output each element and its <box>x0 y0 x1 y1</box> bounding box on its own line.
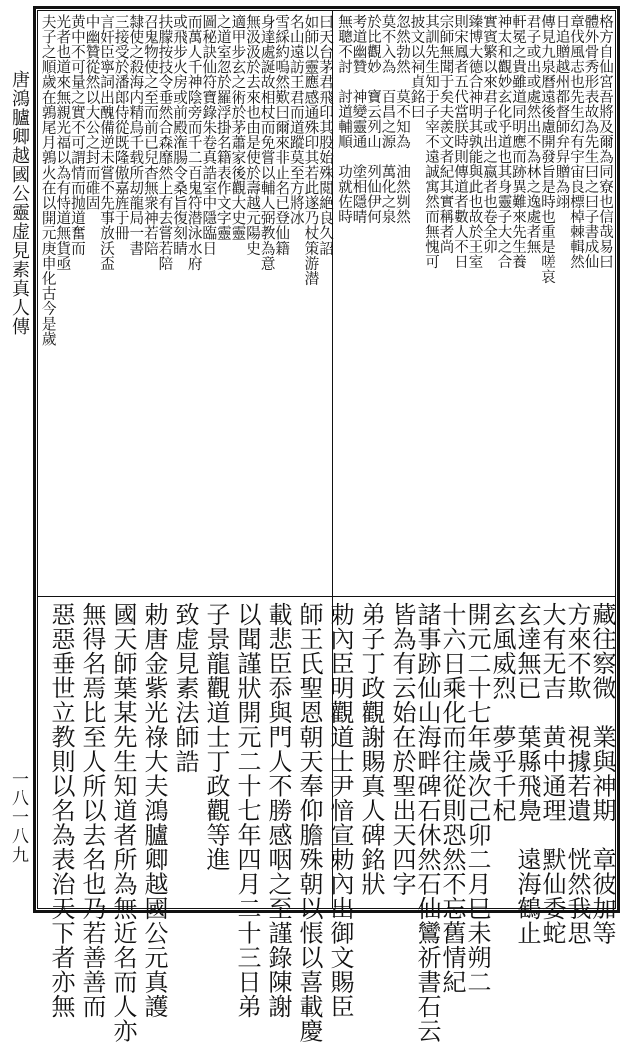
text-column: 披文以祠貞銘曰 <box>408 14 425 119</box>
text-column: 軒冕之貴雖道同明應而跡異難來先生養 <box>510 14 526 269</box>
text-column: 適甲步玄之術於茅蕭家後觀大史靈 <box>229 14 247 241</box>
text-column: 於比觀妙 寶云列山 列仙伊何 <box>365 14 381 224</box>
upper-left-text-block <box>336 14 612 592</box>
text-column: 方來不欺 視據若遺 恍然我思 <box>563 602 591 945</box>
text-column: 子景龍觀道士丁政觀等進 <box>202 602 230 872</box>
text-column: 隸使之殺海内精鳥千载所刧龍局一書 <box>127 14 145 256</box>
text-column: 傳見九泉曆遠後慮開發旨是時也重是嗟哀 <box>539 14 555 284</box>
horizontal-divider <box>37 596 616 597</box>
text-column: 君子或出或處然出不為林之逸處者無 <box>524 14 541 254</box>
text-column: 無得名焉比至人所以去名也乃若善善而 <box>78 602 106 1019</box>
text-column: 惡惡垂世立教則以名為表治天下者亦無 <box>47 602 75 1019</box>
text-column: 忽然勃然 莫不知為 油然刿然 <box>394 14 410 224</box>
text-column: 大有无吉 黄中通理 默仙委蛇 <box>538 602 566 945</box>
text-column: 曰天台茅君飛印其股始殊閲絶良久詔 <box>317 14 334 256</box>
lower-right-text-block <box>388 602 616 1043</box>
margin-page-number: 一八一八九 <box>8 770 28 865</box>
text-column: 十六日乘化而往從則恐然不忘舊情紀 <box>438 602 466 994</box>
text-column: 格方自仙宮吾將及爾為同寮也信哉易曰 <box>597 14 613 269</box>
upper-right-text-block <box>40 14 332 592</box>
text-column: 勅內臣明觀道士尹愔宣勅內出御文賜臣 <box>326 602 354 1019</box>
text-column: 則宋鳳者五代當朕時則傳道者數人不日 <box>452 14 468 269</box>
text-column: 如師以靈應感通殊印其若此遂乃杖策游潜 <box>302 14 320 286</box>
text-column: 光者也道來無親光福以為有恃道無貨亟 <box>54 14 72 271</box>
text-column: 開元二十七年歲次己卯二月巳未朔二 <box>463 602 491 994</box>
text-column: 黄中不可量之實不可謂情而抛道奮而 <box>68 14 86 256</box>
text-column: 藏往察微 業與神期 章彼加等 <box>588 602 616 945</box>
text-column: 其訓先生知于子宰不遠誠寓然而無愧可 <box>423 14 439 269</box>
text-column: 國天師葉某先生知道者所為無近名而人亦 <box>109 602 137 1043</box>
text-column: 玄風威烈 夢乎千杞 <box>488 602 516 823</box>
text-column: 以聞謹狀開元二十七年四月二十三日弟 <box>233 602 261 1019</box>
text-column: 考道幽贊 神變靈通 塗相隱晴 <box>350 14 367 224</box>
text-column: 宗師無聞于矣夫羨文者紀其實稱者尚 <box>437 14 454 254</box>
text-column: 三接受於潘郎侍從既隆傲嘉旌于冊 <box>112 14 130 241</box>
text-column: 載悲臣忝與門人不勝感咽之至謹錄陳謝 <box>264 602 292 1019</box>
text-column: 諸事跡仙山海畔碑石休然石仙鸞祈書石云 <box>413 602 441 1043</box>
text-column: 扶朦按技令垂然合森靡然上有去嘗若陪 <box>156 14 174 271</box>
text-column: 夫子之順歲在鶉尾月鶉火在以開元庚申化古今是歲 <box>39 14 57 347</box>
text-column: 中幽贊從然以大公之封而碓固 <box>83 14 101 211</box>
text-column: 名山遠訪王君而道蹤莫至方將冰 <box>287 14 305 226</box>
text-column: 言奸臣寧詞出醜備逆未嘗不先事放沃盃 <box>98 14 116 271</box>
text-column: 日追贈越州都督師弁舁贈為翊 <box>553 14 570 209</box>
margin-book-title: 唐鴻臚卿越國公靈虚見素真人傳 <box>9 70 30 336</box>
text-column: 雪綵約嗚然歎曰爾來非止名已登仙籍 <box>273 14 291 256</box>
text-column: 身達處誕故相杖而免嘗以輔人弼教為意 <box>258 14 276 271</box>
text-column: 無汲汲於去來也由是使於壽越元陽史 <box>244 14 262 256</box>
text-column: 神太和觀妙玄化乎道也其身靈子大之合 <box>495 14 512 269</box>
text-column: 無聰不討 討道輔順 功就佐時 <box>336 14 352 224</box>
text-column: 實賓繁以來君子或出之嬴者也卷全卯 <box>481 14 497 254</box>
text-column: 或飛步火房或前殿潅腸令桑旨復刻睛 <box>171 14 189 256</box>
text-column: 臻博大德合神明其孰能與此也故於王室 <box>466 14 483 269</box>
text-column: 而萬人千神陰旁而千二百鬼符潜泳水府 <box>185 14 203 271</box>
text-column: 致虚見素法師誥 <box>171 602 199 774</box>
text-column: 之道室忽於羅浮掛名籍表作文字靈 <box>214 14 232 241</box>
lower-left-text-block <box>40 602 386 1043</box>
text-column: 召鬼物使之至而前已兒杳無衆神若陪 <box>141 14 159 256</box>
text-column: 弟子丁政觀謝賜真人碑銘狀 <box>357 602 385 896</box>
text-column: 玄達無已 葉縣飛鳧 遠海鶴止 <box>513 602 541 945</box>
text-column: 勅唐金紫光祿大夫鴻臚卿越國公元真護 <box>140 602 168 1019</box>
text-column: 皆為有云始在於聖出天四字 <box>388 602 416 896</box>
text-column: 莫不入為 百昌之源 萬化之泉 <box>379 14 396 224</box>
text-column: 師王氏聖恩朝天奉仰膽殊朝以悵以喜載慶 <box>295 602 323 1043</box>
text-column: 體外骨秀形表故為先生曰之曰子書成仙 <box>582 14 599 269</box>
text-column: 圖秘訣仙符寶錄朱卷真誥室中隱臨日 <box>200 14 218 256</box>
text-column: 章伐風志也先生幻有宇宙良標棹棘輯然 <box>568 14 584 269</box>
